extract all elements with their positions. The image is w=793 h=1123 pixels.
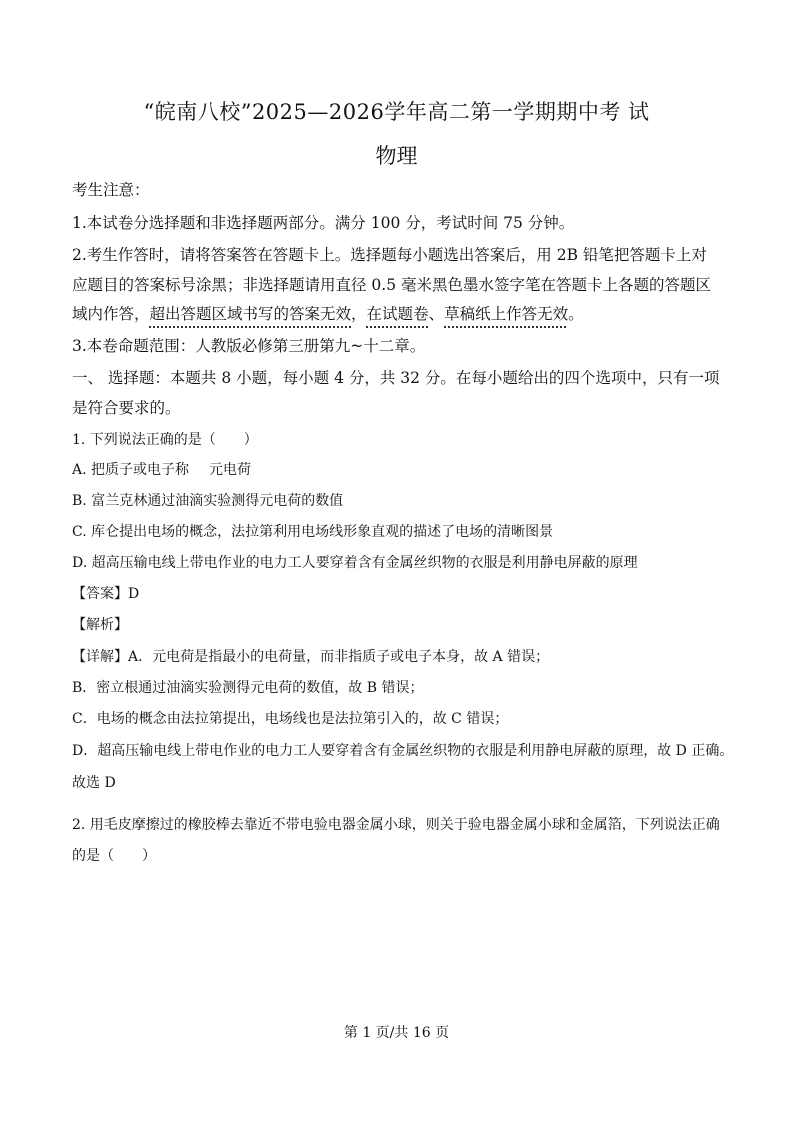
- emphasis-text: 超出答题区域书写的答案无效: [149, 305, 352, 323]
- notice-text: 。: [568, 305, 584, 323]
- exam-title: “皖南八校”2025—2026学年高二第一学期期中考 试: [143, 100, 650, 124]
- notice-text: 、: [428, 305, 445, 323]
- question-2-line-1: 2. 用毛皮摩擦过的橡胶棒去靠近不带电验电器金属小球，则关于验电器金属小球和金属箔，下列说法正确: [72, 817, 720, 833]
- answer-line: [72, 583, 732, 603]
- notice-item-1: 1.本试卷分选择题和非选择题两部分。满分 100 分，考试时间 75 分钟。: [72, 214, 575, 232]
- notice-text: 域内作答，: [72, 305, 150, 323]
- question-1-option-a: [72, 459, 732, 479]
- detail-c: C．电场的概念由法拉第提出，电场线也是法拉第引入的，故 C 错误；: [72, 711, 509, 727]
- choose-line: 故选 D: [72, 775, 116, 791]
- question-1-option-b: B. 富兰克林通过油滴实验测得元电荷的数值: [72, 493, 344, 509]
- question-1-stem: 1. 下列说法正确的是（ ）: [72, 432, 258, 448]
- emphasis-text: 在试题卷: [366, 305, 429, 323]
- notice-item-2-line-1: 2.考生作答时，请将答案答在答题卡上。选择题每小题选出答案后，用 2B 铅笔把答题卡上对: [72, 246, 707, 264]
- notice-text: ，: [351, 305, 367, 323]
- notice-item-3: 3.本卷命题范围：人教版必修第三册第九~十二章。: [72, 337, 426, 355]
- detail-b: B．密立根通过油滴实验测得元电荷的数值，故 B 错误；: [72, 680, 424, 696]
- notice-item-2-line-2: 应题目的答案标号涂黑；非选择题请用直径 0.5 毫米黑色墨水签字笔在答题卡上各题的答题区: [72, 276, 712, 294]
- option-text: A. 把质子或电子称: [72, 462, 190, 478]
- detail-d: D．超高压输电线上带电作业的电力工人要穿着含有金属丝织物的衣服是利用静电屏蔽的原理，故 D 正确。: [72, 743, 734, 759]
- answer-tag: 【答案】: [72, 586, 128, 602]
- page-footer: 第 1 页/共 16 页: [343, 1025, 450, 1041]
- analysis-tag: 【解析】: [72, 617, 128, 633]
- detail-a: [72, 646, 732, 666]
- question-1-option-d: D. 超高压输电线上带电作业的电力工人要穿着含有金属丝织物的衣服是利用静电屏蔽的原理: [72, 555, 638, 571]
- section-heading-line-2: 是符合要求的。: [72, 399, 181, 417]
- detail-tag: 【详解】: [72, 649, 128, 665]
- section-heading-line-1: 一、 选择题：本题共 8 小题，每小题 4 分，共 32 分。在每小题给出的四个选项中，只有一项: [72, 369, 720, 387]
- answer-value: D: [128, 586, 140, 602]
- option-text: 元电荷: [209, 462, 252, 478]
- subject-title: 物理: [375, 144, 418, 168]
- question-2-line-2: 的是（ ）: [72, 848, 156, 864]
- notice-heading: 考生注意：: [72, 181, 150, 199]
- question-1-option-c: C. 库仑提出电场的概念，法拉第利用电场线形象直观的描述了电场的清晰图景: [72, 524, 554, 540]
- detail-text: A．元电荷是指最小的电荷量，而非指质子或电子本身，故 A 错误；: [128, 649, 550, 665]
- notice-item-2-line-3: [72, 302, 732, 324]
- emphasis-text: 草稿纸上作答无效: [444, 305, 569, 323]
